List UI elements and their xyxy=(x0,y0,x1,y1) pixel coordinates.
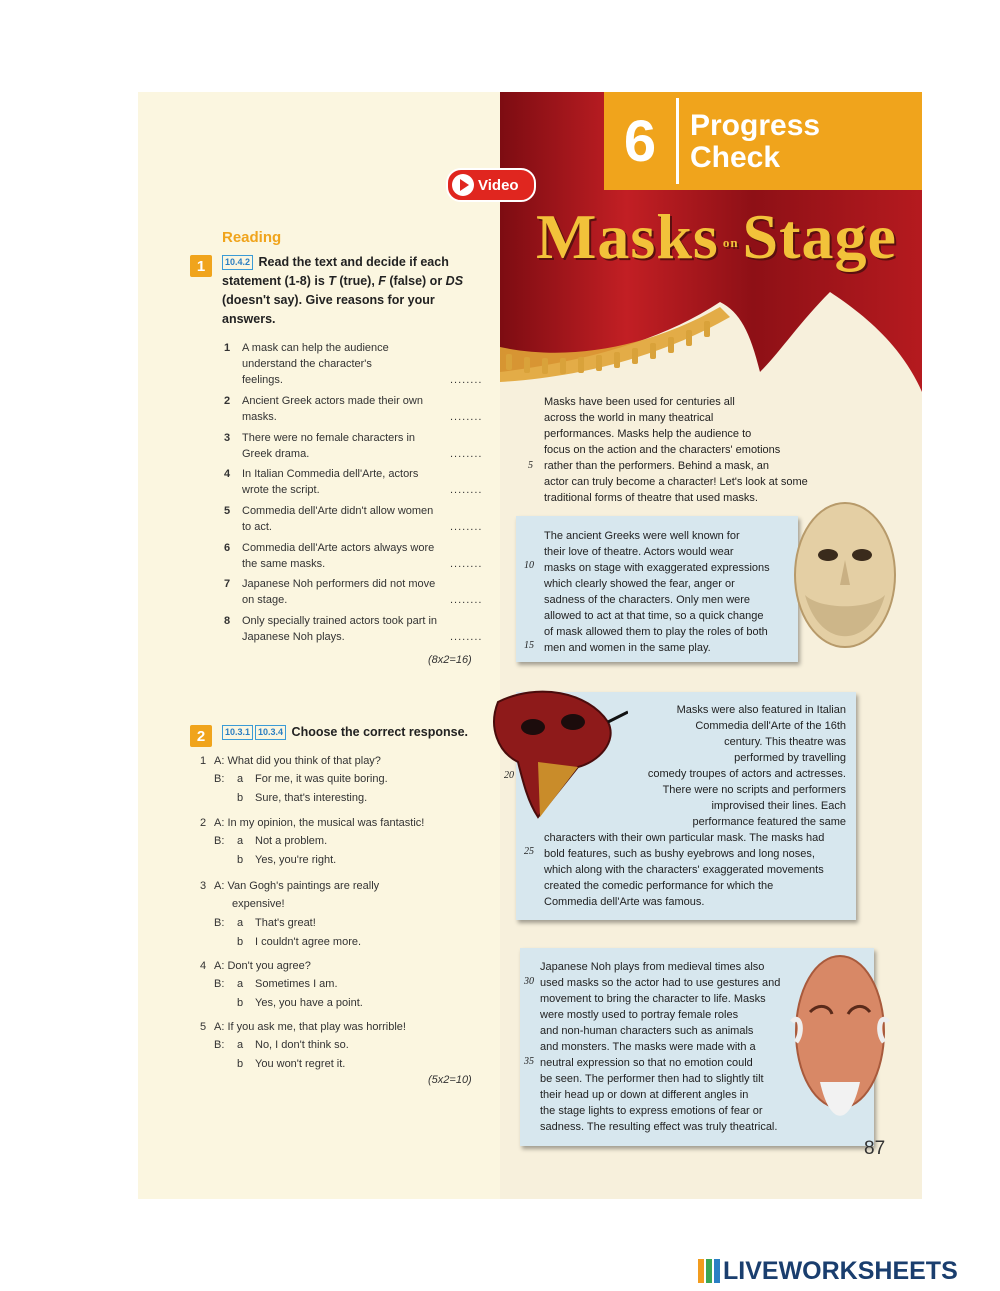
header-title-line2: Check xyxy=(690,141,781,174)
video-button[interactable]: Video xyxy=(446,168,536,202)
dialogue-item: 2 A: In my opinion, the musical was fantastic! B: a Not a problem. b Yes, you're right. xyxy=(200,814,490,872)
italian-paragraph-bottom: characters with their own particular mask. The masks had bold features, such as bushy eyebrows and long noses, which along with the characters' exaggerated movements created the comedic performance for which the Commedia dell'Arte was famous. xyxy=(544,832,825,908)
header-title-line1: Progress xyxy=(690,109,821,142)
left-column: Reading 1 10.4.2 Read the text and decide if each statement (1-8) is T (true), F (false) or DS (doesn't say). Give reasons for your answers. 1 A mask can help the audience understand the character's feelings. ........ 2 Ancient Greek actors made their own masks. ........ 3 There were no female characters in Greek drama. ........ 4 In Italian Commedia dell'Arte, actors wrote the script. ........ 5 Commedia dell'Arte didn't allow women to act. ........ 6 Commedia dell'Arte actors always wore the same masks. ........ 7 Japanese Noh performers did not move on stage. ........ 8 Only specially trained actors took part in Japanese Noh plays. ........ (8x2=16) 2 10.3.1 10.3.4 Choose the correct response. 1 A: What did you think of that play? B: a For me, it was quite boring. b Sure, that's interesting. 2 A: In my opinion, the musical was fantastic! B: a Not a problem. b Yes, you're right. 3 A: Van Gogh's paintings are really expensive! B: a That's great! b I couldn't agree more. 4 A: Don't you agree? B: a Sometimes I am. b Yes, you have a point. 5 A: If you ask me, that play was horrible! B: a No, I don't think so. b You won't regret it. (5x2=10) xyxy=(138,92,500,1199)
exercise-1-score: (8x2=16) xyxy=(428,654,472,666)
noh-mask-illustration xyxy=(790,952,890,1132)
option-b[interactable]: Sure, that's interesting. xyxy=(255,792,368,804)
exercise-2-instruction: 10.3.1 10.3.4 Choose the correct response. xyxy=(222,723,502,742)
answer-blank[interactable]: ........ xyxy=(450,411,483,423)
line-number: 25 xyxy=(524,846,534,857)
option-a[interactable]: No, I don't think so. xyxy=(255,1039,349,1051)
commedia-mask-illustration xyxy=(478,682,628,822)
line-number: 15 xyxy=(524,640,534,651)
section-title-reading: Reading xyxy=(222,229,282,246)
answer-blank[interactable]: ........ xyxy=(450,484,483,496)
answer-blank[interactable]: ........ xyxy=(450,594,483,606)
line-number: 10 xyxy=(524,560,534,571)
dialogue-item: 3 A: Van Gogh's paintings are really expensive! B: a That's great! b I couldn't agree more. xyxy=(200,877,490,953)
option-b[interactable]: Yes, you have a point. xyxy=(255,997,363,1009)
play-icon xyxy=(452,174,474,196)
answer-blank[interactable]: ........ xyxy=(450,374,483,386)
dialogue-item: 4 A: Don't you agree? B: a Sometimes I am. b Yes, you have a point. xyxy=(200,957,490,1015)
liveworksheets-icon xyxy=(698,1259,720,1283)
unit-number: 6 xyxy=(623,108,657,174)
page-number: 87 xyxy=(864,1138,886,1159)
greek-mask-illustration xyxy=(790,500,900,650)
answer-blank[interactable]: ........ xyxy=(450,521,483,533)
liveworksheets-logo xyxy=(698,1257,958,1285)
greek-paragraph: The ancient Greeks were well known for their love of theatre. Actors would wear masks on stage with exaggerated expressions which clearly showed the fear, anger or sadness of the characters. Only men were allowed to act at that time, so a quick change of mask allowed them to play the roles of both men and women in the same play. xyxy=(544,530,770,654)
textbook-page xyxy=(138,92,922,1199)
curriculum-code: 10.4.2 xyxy=(222,255,253,270)
intro-paragraph: Masks have been used for centuries all across the world in many theatrical performances. Masks help the audience to focus on the action and the characters' emotions rather than the performers. Behind a mask, an actor can truly become a character! Let's look at some traditional forms of theatre that used masks. xyxy=(544,396,808,504)
dialogue-item: 5 A: If you ask me, that play was horrible! B: a No, I don't think so. b You won't regret it. xyxy=(200,1018,490,1076)
italian-paragraph-top: Masks were also featured in Italian Commedia dell'Arte of the 16th century. This theatre was performed by travelling comedy troupes of actors and actresses. There were no scripts and performers improvised their lines. Each performance featured the same xyxy=(647,704,846,828)
option-a[interactable]: Sometimes I am. xyxy=(255,978,338,990)
exercise-1-instruction: 10.4.2 Read the text and decide if each statement (1-8) is T (true), F (false) or DS (doesn't say). Give reasons for your answers. xyxy=(222,255,464,326)
dialogue-item: 1 A: What did you think of that play? B: a For me, it was quite boring. b Sure, that's interesting. xyxy=(200,752,490,810)
exercise-2-number: 2 xyxy=(190,725,212,747)
liveworksheets-wordmark: LIVEWORKSHEETS xyxy=(723,1256,958,1285)
japanese-paragraph: Japanese Noh plays from medieval times also used masks so the actor had to use gestures and movement to bring the character to life. Masks were mostly used to portray female roles and non-human characters such as animals and monsters. The masks were made with a neutral expression so that no emotion could be seen. The performer then had to slightly tilt their head up or down at different angles in the stage lights to express emotions of fear or sadness. The resulting effect was truly theatrical. xyxy=(540,961,781,1133)
line-number: 5 xyxy=(528,460,533,471)
line-number: 35 xyxy=(524,1056,534,1067)
option-b[interactable]: I couldn't agree more. xyxy=(255,936,362,948)
option-a[interactable]: That's great! xyxy=(255,917,316,929)
answer-blank[interactable]: ........ xyxy=(450,631,483,643)
exercise-2-score: (5x2=10) xyxy=(428,1074,472,1086)
progress-check-header xyxy=(604,92,922,190)
option-a[interactable]: For me, it was quite boring. xyxy=(255,773,388,785)
answer-blank[interactable]: ........ xyxy=(450,448,483,460)
answer-blank[interactable]: ........ xyxy=(450,558,483,570)
exercise-1-number: 1 xyxy=(190,255,212,277)
curriculum-code: 10.3.4 xyxy=(255,725,286,740)
option-a[interactable]: Not a problem. xyxy=(255,835,328,847)
reading-title: Masks onStage xyxy=(536,201,897,272)
curriculum-code: 10.3.1 xyxy=(222,725,253,740)
option-b[interactable]: Yes, you're right. xyxy=(255,854,337,866)
line-number: 20 xyxy=(504,770,514,781)
option-b[interactable]: You won't regret it. xyxy=(255,1058,346,1070)
line-number: 30 xyxy=(524,976,534,987)
